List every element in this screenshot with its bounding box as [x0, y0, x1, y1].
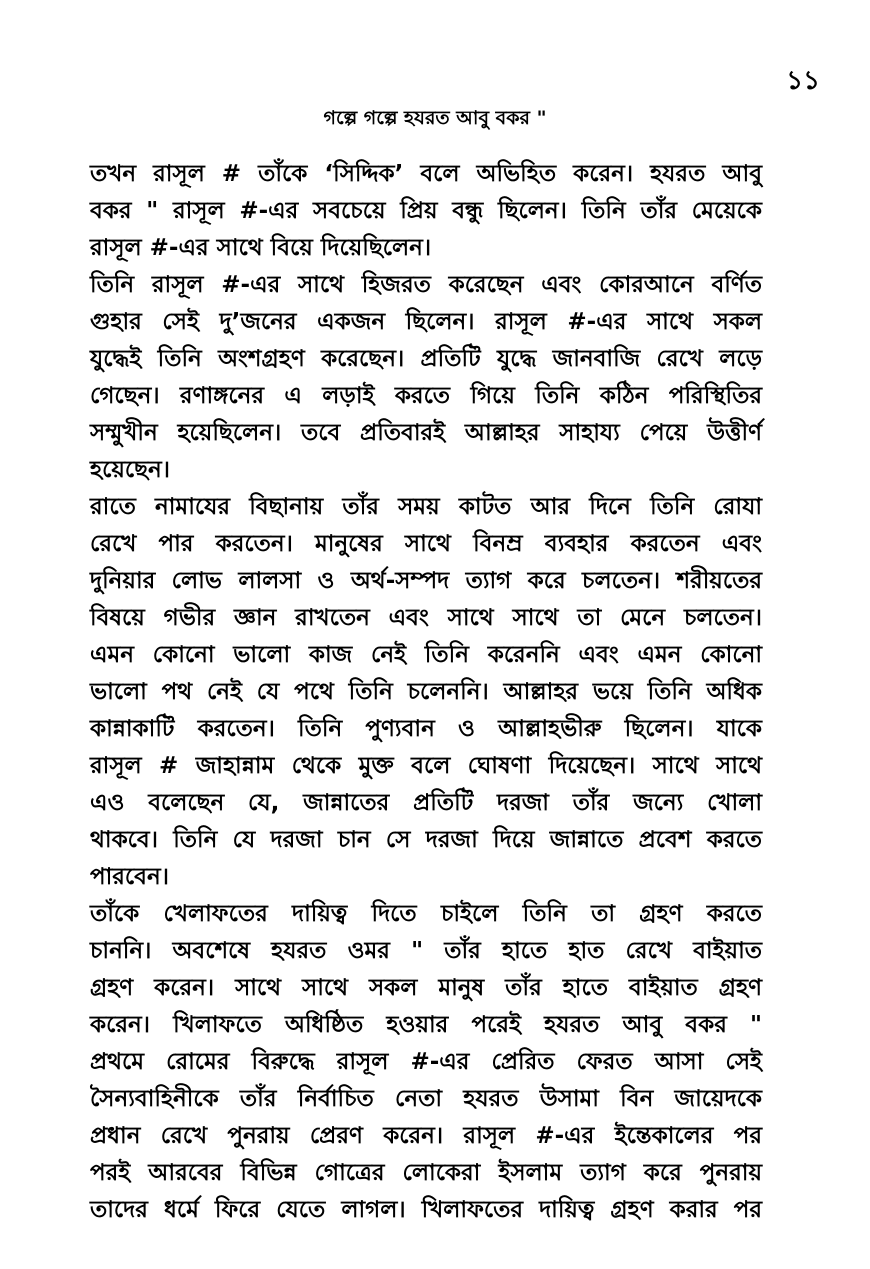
- text-line: রেখে পার করতেন। মানুষের সাথে বিনম্র ব্যবহার করতেন এবং: [90, 531, 762, 557]
- text-line: গেছেন। রণাঙ্গনের এ লড়াই করতে গিয়ে তিনি কঠিন পরিস্থিতির: [90, 383, 762, 409]
- text-line: যুদ্ধেই তিনি অংশগ্রহণ করেছেন। প্রতিটি যুদ্ধে জানবাজি রেখে লড়ে: [90, 346, 762, 372]
- text-line: তখন রাসূল # তাঁকে ‘সিদ্দিক’ বলে অভিহিত করেন। হযরত আবু: [90, 161, 762, 187]
- text-line: ভালো পথ নেই যে পথে তিনি চলেননি। আল্লাহর ভয়ে তিনি অধিক: [90, 679, 762, 705]
- text-line: তাঁকে খেলাফতের দায়িত্ব দিতে চাইলে তিনি তা গ্রহণ করতে: [90, 901, 762, 927]
- text-line: তিনি রাসূল #-এর সাথে হিজরত করেছেন এবং কোরআনে বর্ণিত: [90, 272, 762, 298]
- text-line: গুহার সেই দু’জনের একজন ছিলেন। রাসূল #-এর সাথে সকল: [90, 309, 762, 335]
- text-line: থাকবে। তিনি যে দরজা চান সে দরজা দিয়ে জান্নাতে প্রবেশ করতে: [90, 827, 762, 853]
- text-line: রাসূল #-এর সাথে বিয়ে দিয়েছিলেন।: [90, 235, 432, 261]
- text-line: পরই আরবের বিভিন্ন গোত্রের লোকেরা ইসলাম ত্যাগ করে পুনরায়: [90, 1160, 762, 1186]
- text-line: তাদের ধর্মে ফিরে যেতে লাগল। খিলাফতের দায়িত্ব গ্রহণ করার পর: [90, 1197, 762, 1223]
- text-line: প্রধান রেখে পুনরায় প্রেরণ করেন। রাসূল #-এর ইন্তেকালের পর: [90, 1123, 762, 1149]
- text-line: বকর " রাসূল #-এর সবচেয়ে প্রিয় বন্ধু ছিলেন। তিনি তাঁর মেয়েকে: [90, 198, 762, 224]
- text-line: পারবেন।: [90, 864, 169, 890]
- text-line: সম্মুখীন হয়েছিলেন। তবে প্রতিবারই আল্লাহর সাহায্য পেয়ে উত্তীর্ণ: [90, 420, 762, 446]
- text-line: এও বলেছেন যে, জান্নাতের প্রতিটি দরজা তাঁর জন্যে খোলা: [90, 790, 762, 816]
- text-line: হয়েছেন।: [90, 457, 171, 483]
- text-line: রাতে নামাযের বিছানায় তাঁর সময় কাটত আর দিনে তিনি রোযা: [90, 494, 762, 520]
- text-line: প্রথমে রোমের বিরুদ্ধে রাসূল #-এর প্রেরিত ফেরত আসা সেই: [90, 1049, 762, 1075]
- running-header: গল্পে গল্পে হযরত আবু বকর ": [323, 107, 547, 129]
- text-line: চাননি। অবশেষে হযরত ওমর " তাঁর হাতে হাত রেখে বাইয়াত: [90, 938, 762, 964]
- text-line: এমন কোনো ভালো কাজ নেই তিনি করেননি এবং এমন কোনো: [90, 642, 762, 668]
- body-text: [90, 156, 762, 1229]
- text-line: রাসূল # জাহান্নাম থেকে মুক্ত বলে ঘোষণা দিয়েছেন। সাথে সাথে: [90, 753, 762, 779]
- text-line: করেন। খিলাফতে অধিষ্ঠিত হওয়ার পরেই হযরত আবু বকর ": [90, 1012, 762, 1038]
- text-line: কান্নাকাটি করতেন। তিনি পুণ্যবান ও আল্লাহভীরু ছিলেন। যাকে: [90, 716, 762, 742]
- text-line: সৈন্যবাহিনীকে তাঁর নির্বাচিত নেতা হযরত উসামা বিন জায়েদকে: [90, 1086, 762, 1112]
- text-line: দুনিয়ার লোভ লালসা ও অর্থ-সম্পদ ত্যাগ করে চলতেন। শরীয়তের: [90, 568, 762, 594]
- text-line: বিষয়ে গভীর জ্ঞান রাখতেন এবং সাথে সাথে তা মেনে চলতেন।: [90, 605, 762, 631]
- page-number: ১১: [786, 66, 820, 96]
- text-line: গ্রহণ করেন। সাথে সাথে সকল মানুষ তাঁর হাতে বাইয়াত গ্রহণ: [90, 975, 762, 1001]
